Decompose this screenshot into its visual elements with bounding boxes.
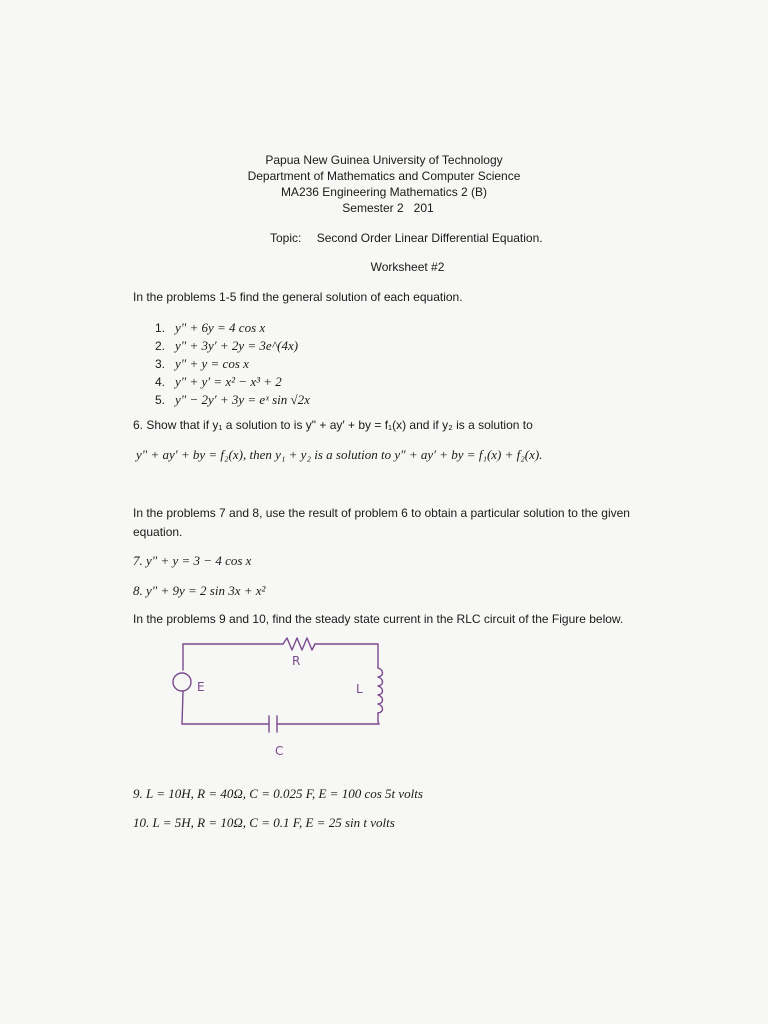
semester-line: Semester 2 201 <box>342 201 434 215</box>
source-circle <box>173 673 191 691</box>
problem-item <box>155 337 310 355</box>
inductor-label: L <box>356 682 363 696</box>
problem-equation: y" − 2y′ + 3y = eˣ sin √2x <box>175 392 310 407</box>
left-wire-lower <box>182 692 183 724</box>
course-title: MA236 Engineering Mathematics 2 (B) <box>280 185 488 199</box>
top-wire-right <box>315 644 378 668</box>
problem8: 8. y" + 9y = 2 sin 3x + x² <box>133 583 266 598</box>
problem-equation: y" + y = cos x <box>175 356 249 371</box>
inductor-coil <box>378 668 383 713</box>
problem6-line1: 6. Show that if y₁ a solution to is y" + ay′ + by = f₁(x) and if y₂ is a solution to <box>133 418 533 432</box>
problem-number: 4. <box>155 375 166 389</box>
problem-equation: y" + 3y′ + 2y = 3e^(4x) <box>175 338 299 353</box>
section1-intro: In the problems 1-5 find the general solution of each equation. <box>133 290 463 304</box>
problem7: 7. y" + y = 3 − 4 cos x <box>133 553 252 568</box>
university-name: Papua New Guinea University of Technology <box>265 153 503 167</box>
rlc-circuit-figure <box>165 632 405 772</box>
problem6-line2: y" + ay′ + by = f₂(x), then y₁ + y₂ is a solution to y" + ay′ + by = f₁(x) + f₂(x). <box>136 447 543 462</box>
problem-item <box>155 355 310 373</box>
topic-label: Topic: <box>270 231 302 245</box>
problem-equation: y" + 6y = 4 cos x <box>175 320 266 335</box>
problem-equation: y" + y′ = x² − x³ + 2 <box>175 374 282 389</box>
section3-intro: In the problems 9 and 10, find the steady state current in the RLC circuit of the Figure below. <box>133 612 624 626</box>
worksheet-title: Worksheet #2 <box>370 260 445 274</box>
problem-number: 5. <box>155 393 166 407</box>
problem9: 9. L = 10H, R = 40Ω, C = 0.025 F, E = 100 cos 5t volts <box>133 786 423 801</box>
capacitor-label: C <box>275 744 284 758</box>
document-header <box>0 152 768 216</box>
topic-line <box>270 231 543 245</box>
resistor-zigzag <box>283 638 315 650</box>
department-name: Department of Mathematics and Computer Science <box>247 169 521 183</box>
problem-list-1-5 <box>155 319 310 409</box>
problem-item <box>155 373 310 391</box>
problem-number: 3. <box>155 357 166 371</box>
problem-item <box>155 391 310 409</box>
right-wire-lower <box>378 713 379 724</box>
section2-intro: In the problems 7 and 8, use the result of problem 6 to obtain a particular solution to the given equation. <box>133 506 630 539</box>
problem-item <box>155 319 310 337</box>
source-label: E <box>197 680 205 694</box>
topic-text: Second Order Linear Differential Equation. <box>316 231 543 245</box>
problem10: 10. L = 5H, R = 10Ω, C = 0.1 F, E = 25 sin t volts <box>133 815 395 830</box>
problem-number: 2. <box>155 339 166 353</box>
problem-number: 1. <box>155 321 166 335</box>
resistor-label: R <box>292 654 301 668</box>
